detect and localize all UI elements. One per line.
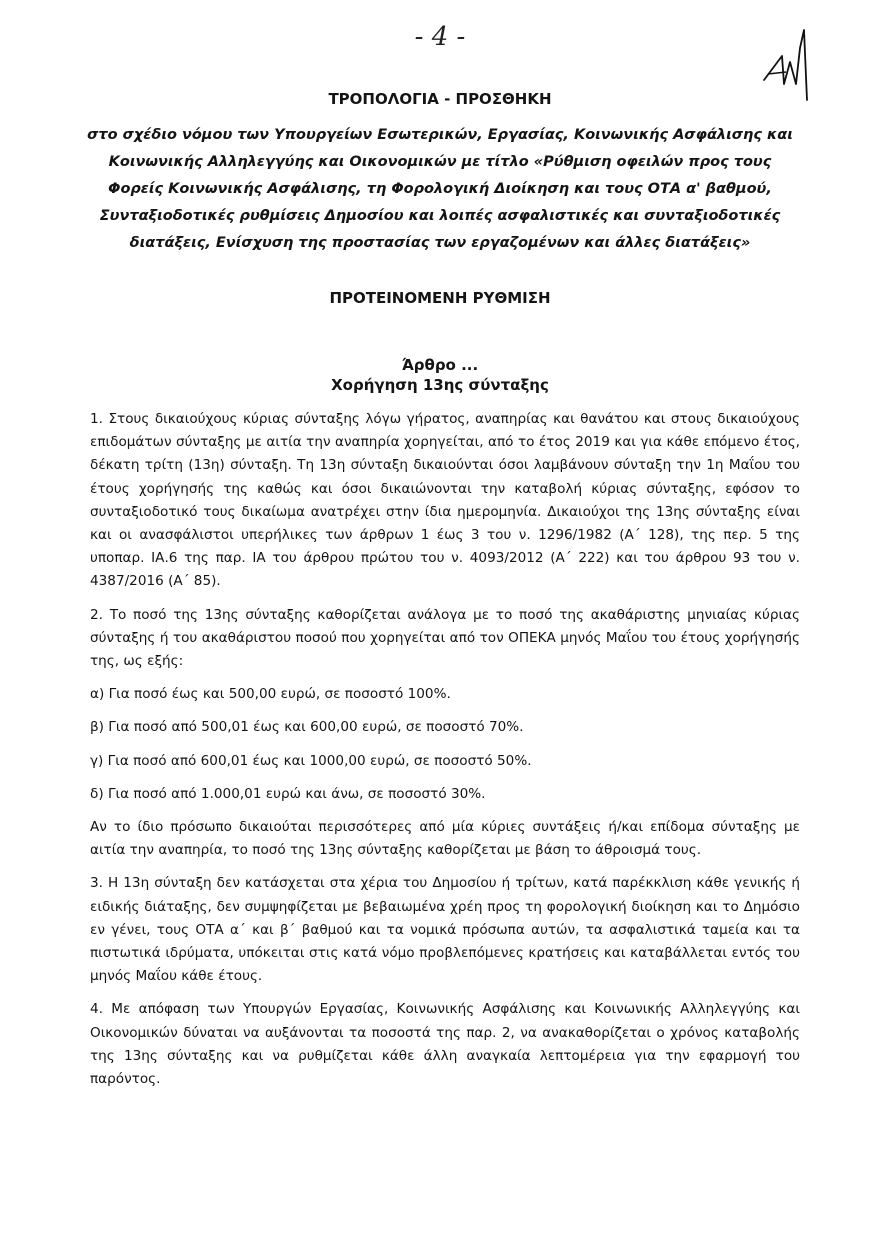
list-item-a: α) Για ποσό έως και 500,00 ευρώ, σε ποσοστό 100%. bbox=[90, 686, 451, 703]
paragraph-2-note: Αν το ίδιο πρόσωπο δικαιούται περισσότερες από μία κύριες συντάξεις ή/και επίδομα σύνταξης με αιτία την αναπηρία, το ποσό της 13ης σύνταξης καθορίζεται με βάση το άθροισμά τους. bbox=[90, 819, 800, 859]
paragraph-2: 2. Το ποσό της 13ης σύνταξης καθορίζεται ανάλογα με το ποσό της ακαθάριστης μηνιαίας κύριας σύνταξης ή του ακαθάριστου ποσού που χορηγείται από τον ΟΠΕΚΑ μηνός Μαΐου του έτους χορήγησής της, ως εξής: bbox=[90, 606, 800, 670]
paragraph-1: 1. Στους δικαιούχους κύριας σύνταξης λόγω γήρατος, αναπηρίας και θανάτου και στους δικαιούχους επιδομάτων σύνταξης με αιτία την αναπηρία χορηγείται, από το έτος 2019 και για κάθε επόμενο έτος, δέκατη τρίτη (13η) σύνταξη. Τη 13η σύνταξη δικαιούνται όσοι λαμβάνουν σύνταξη την 1η Μαΐου του έτους χορήγησής της καθώς και όσοι δικαιώνονται την καταβολή κύριας σύνταξης, εφόσον το συνταξιοδοτικό τους δικαίωμα ανατρέχει στην ίδια ημερομηνία. Δικαιούχοι της 13ης σύνταξης είναι και οι ανασφάλιστοι υπερήλικες των άρθρων 1 έως 3 του ν. 1296/1982 (Α΄ 128), της περ. 5 της υποπαρ. ΙΑ.6 της παρ. ΙΑ του άρθρου πρώτου του ν. 4093/2012 (Α΄ 222) και του άρθρου 93 του ν. 4387/2016 (Α΄ 85). bbox=[90, 411, 800, 590]
article-body bbox=[90, 408, 800, 1101]
proposal-heading: ΠΡΟΤΕΙΝΟΜΕΝΗ ΡΥΘΜΙΣΗ bbox=[329, 289, 551, 307]
list-item-c: γ) Για ποσό από 600,01 έως και 1000,00 ευρώ, σε ποσοστό 50%. bbox=[90, 752, 532, 769]
article-number: Άρθρο ... bbox=[401, 356, 479, 374]
paragraph-4: 4. Με απόφαση των Υπουργών Εργασίας, Κοινωνικής Ασφάλισης και Κοινωνικής Αλληλεγγύης και Οικονομικών δύναται να αυξάνονται τα ποσοστά της παρ. 2, να ανακαθορίζεται ο χρόνος καταβολής της 13ης σύνταξης και να ρυθμίζεται κάθε άλλη αναγκαία λεπτομέρεια για την εφαρμογή του παρόντος. bbox=[90, 1001, 800, 1088]
list-item-b: β) Για ποσό από 500,01 έως και 600,00 ευρώ, σε ποσοστό 70%. bbox=[90, 719, 524, 736]
article-title: Χορήγηση 13ης σύνταξης bbox=[331, 376, 549, 394]
document-subtitle: στο σχέδιο νόμου των Υπουργείων Εσωτερικών, Εργασίας, Κοινωνικής Ασφάλισης και Κοινωνικής Αλληλεγγύης και Οικονομικών με τίτλο «Ρύθμιση οφειλών προς τους Φορείς Κοινωνικής Ασφάλισης, τη Φορολογική Διοίκηση και τους ΟΤΑ α' βαθμού, Συνταξιοδοτικές ρυθμίσεις Δημοσίου και λοιπές ασφαλιστικές και συνταξιοδοτικές διατάξεις, Ενίσχυση της προστασίας των εργαζομένων και άλλες διατάξεις» bbox=[87, 127, 793, 251]
page-number: - 4 - bbox=[414, 22, 466, 52]
paragraph-3: 3. Η 13η σύνταξη δεν κατάσχεται στα χέρια του Δημοσίου ή τρίτων, κατά παρέκκλιση κάθε γενικής ή ειδικής διάταξης, δεν συμψηφίζεται με βεβαιωμένα χρέη προς τη φορολογική διοίκηση και το Δημόσιο εν γένει, τους ΟΤΑ α΄ και β΄ βαθμού και τα νομικά πρόσωπα αυτών, τα ασφαλιστικά ταμεία και τα πιστωτικά ιδρύματα, υπόκειται στις κατά νόμο προβλεπόμενες κρατήσεις και καταβάλλεται εντός του μηνός Μαΐου κάθε έτους. bbox=[90, 875, 800, 985]
list-item-d: δ) Για ποσό από 1.000,01 ευρώ και άνω, σε ποσοστό 30%. bbox=[90, 785, 486, 802]
document-title: ΤΡΟΠΟΛΟΓΙΑ - ΠΡΟΣΘΗΚΗ bbox=[328, 90, 552, 108]
